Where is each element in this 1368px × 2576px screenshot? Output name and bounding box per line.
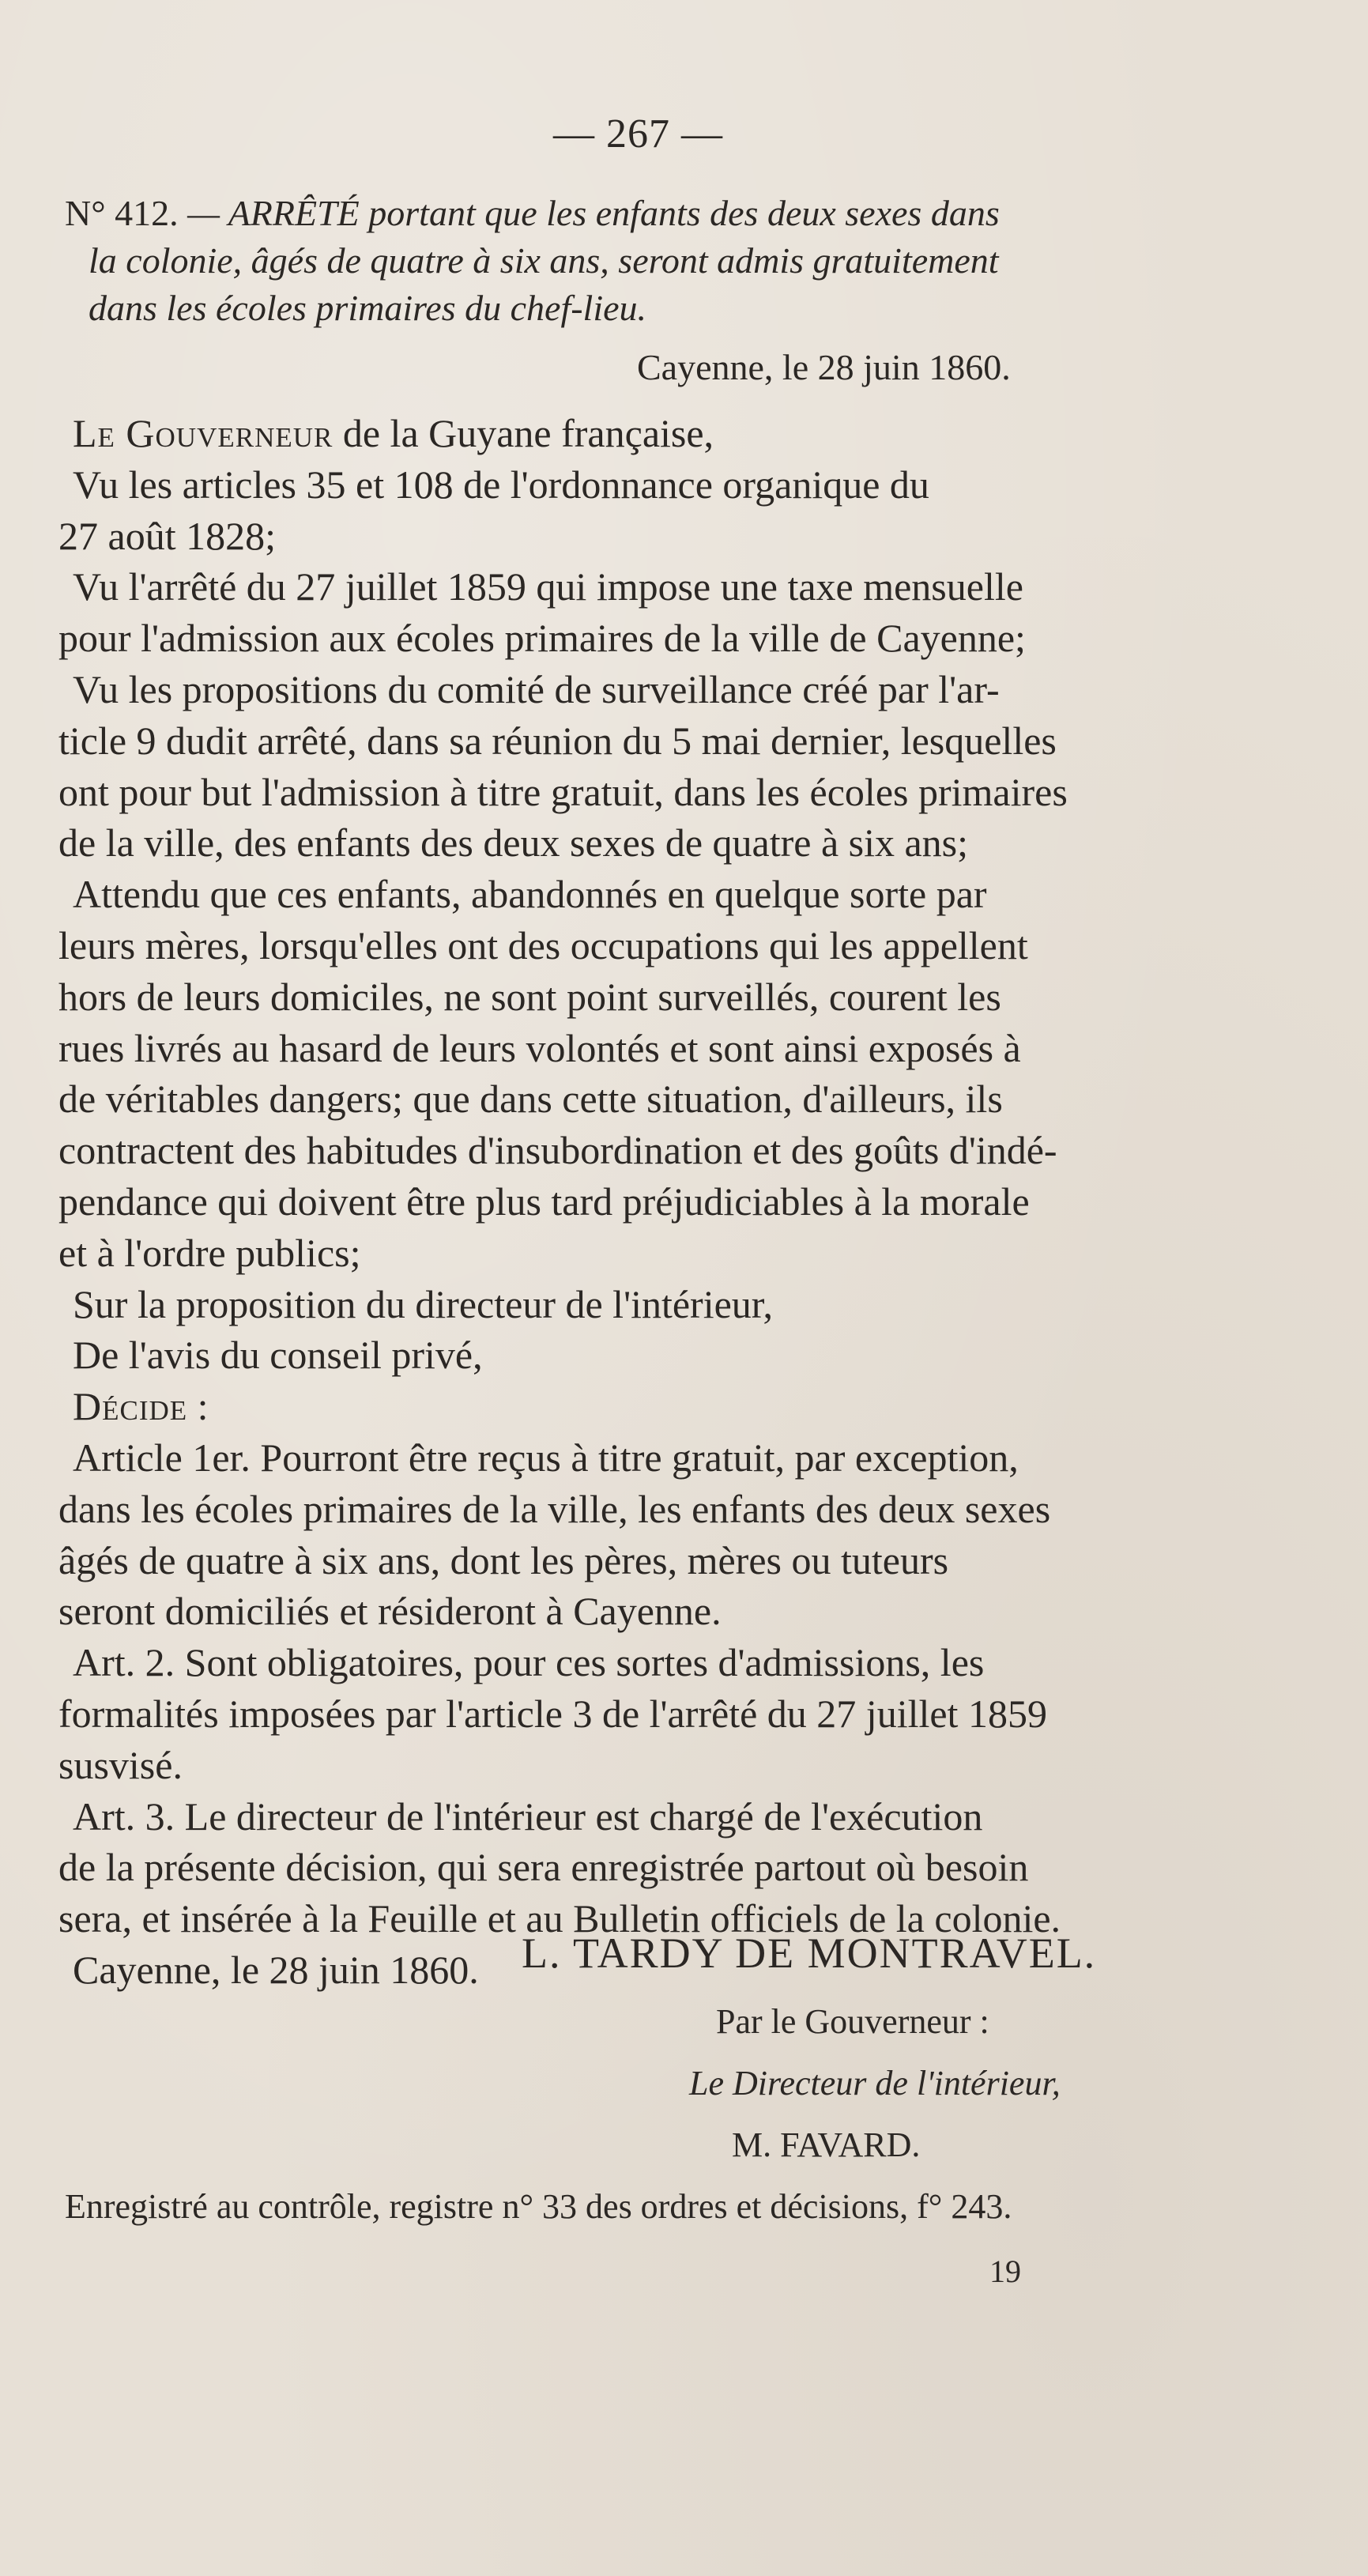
body-line-text: sera, et insérée à la Feuille et au Bulletin officiels de la colonie. <box>58 1896 1061 1941</box>
body-line <box>73 1380 209 1432</box>
body-line-text: Article 1er. Pourront être reçus à titre gratuit, par exception, <box>73 1435 1019 1480</box>
body-line-text: et à l'ordre publics; <box>58 1230 361 1275</box>
body-line-text: hors de leurs domiciles, ne sont point surveillés, courent les <box>58 974 1001 1019</box>
registration-note: Enregistré au contrôle, registre n° 33 des ordres et décisions, f° 243. <box>65 2187 1012 2226</box>
small-caps-word: Le Gouverneur <box>73 411 334 455</box>
body-line-text: de la présente décision, qui sera enregistrée partout où besoin <box>58 1845 1029 1890</box>
body-line-text: Attendu que ces enfants, abandonnés en quelque sorte par <box>73 872 987 917</box>
body-line <box>73 663 1000 715</box>
small-caps-word: Décide <box>73 1384 188 1429</box>
decree-heading-line-2: la colonie, âgés de quatre à six ans, seront admis gratuitement <box>89 240 999 281</box>
body-line <box>73 560 1023 613</box>
governor-signature: L. TARDY DE MONTRAVEL. <box>522 1929 1097 1977</box>
body-line-text: 27 août 1828; <box>58 513 276 558</box>
decree-heading-line-3: dans les écoles primaires du chef-lieu. <box>89 288 647 328</box>
body-line-text: de la Guyane française, <box>333 411 714 455</box>
body-line <box>58 1841 1028 1893</box>
body-line <box>58 1175 1030 1228</box>
body-line-text: contractent des habitudes d'insubordination et des goûts d'indé- <box>58 1128 1057 1173</box>
place-date-header: Cayenne, le 28 juin 1860. <box>637 347 1011 387</box>
body-line <box>58 1688 1047 1740</box>
body-line <box>58 612 1026 664</box>
body-line <box>58 715 1057 767</box>
body-line <box>73 1329 483 1381</box>
body-line <box>73 1944 479 1996</box>
body-line-text: leurs mères, lorsqu'elles ont des occupations qui les appellent <box>58 923 1028 967</box>
body-line-text: formalités imposées par l'article 3 de l'arrêté du 27 juillet 1859 <box>58 1692 1047 1736</box>
decree-title-start: — ARRÊTÉ portant que les enfants des deux sexes dans <box>178 193 1000 233</box>
body-line-text: Vu les propositions du comité de surveillance créé par l'ar- <box>73 667 1000 711</box>
body-line <box>73 458 929 511</box>
body-line-text: ont pour but l'admission à titre gratuit, dans les écoles primaires <box>58 769 1068 814</box>
body-line-text: Vu l'arrêté du 27 juillet 1859 qui impose une taxe mensuelle <box>73 564 1023 609</box>
body-line-text: Sur la proposition du directeur de l'intérieur, <box>73 1281 773 1326</box>
body-line-text: dans les écoles primaires de la ville, les enfants des deux sexes <box>58 1486 1051 1531</box>
body-line-text: Vu les articles 35 et 108 de l'ordonnance organique du <box>73 462 929 507</box>
body-line <box>58 1483 1050 1535</box>
body-line-text: de la ville, des enfants des deux sexes de quatre à six ans; <box>58 820 969 866</box>
body-line <box>58 1534 948 1586</box>
body-line <box>58 510 276 562</box>
body-line-text: seront domiciliés et résideront à Cayenne. <box>58 1589 722 1634</box>
body-line-text: Art. 2. Sont obligatoires, pour ces sortes d'admissions, les <box>73 1640 985 1685</box>
body-line-text: âgés de quatre à six ans, dont les pères, mères ou tuteurs <box>58 1537 949 1582</box>
body-line-text: De l'avis du conseil privé, <box>73 1333 483 1378</box>
body-line-text: ticle 9 dudit arrêté, dans sa réunion du 5 mai dernier, lesquelles <box>58 718 1057 763</box>
body-line-text: pour l'admission aux écoles primaires de la ville de Cayenne; <box>58 616 1026 661</box>
body-line <box>58 971 1001 1023</box>
body-line <box>73 868 987 920</box>
body-line-text: rues livrés au hasard de leurs volontés et sont ainsi exposés à <box>58 1025 1021 1070</box>
body-line <box>73 1278 773 1330</box>
body-line-text: de véritables dangers; que dans cette situation, d'ailleurs, ils <box>58 1077 1003 1122</box>
body-line-text: Art. 3. Le directeur de l'intérieur est chargé de l'exécution <box>73 1793 983 1839</box>
decree-heading-line-1 <box>65 190 1000 237</box>
body-line <box>58 919 1028 971</box>
signature-mark: 19 <box>989 2254 1021 2289</box>
body-line <box>73 407 714 459</box>
body-line <box>58 1227 361 1279</box>
body-line <box>73 1431 1019 1484</box>
director-name: M. FAVARD. <box>732 2125 921 2164</box>
body-line-text: susvisé. <box>58 1742 183 1787</box>
body-line <box>58 1022 1021 1074</box>
body-line <box>58 1585 722 1637</box>
by-governor-line: Par le Gouverneur : <box>716 2002 989 2041</box>
body-line <box>58 817 968 869</box>
body-line-text: : <box>187 1384 209 1429</box>
body-line-text: Cayenne, le 28 juin 1860. <box>73 1948 479 1992</box>
page-number: — 267 — <box>553 111 723 157</box>
body-line <box>58 1073 1003 1125</box>
body-line <box>58 766 1068 818</box>
body-line <box>73 1636 984 1688</box>
body-line <box>73 1790 982 1842</box>
decree-number: N° 412. <box>65 193 179 233</box>
body-line-text: pendance qui doivent être plus tard préjudiciables à la morale <box>58 1179 1030 1224</box>
body-line <box>58 1739 183 1791</box>
director-title: Le Directeur de l'intérieur, <box>689 2064 1061 2103</box>
body-line <box>58 1124 1057 1176</box>
